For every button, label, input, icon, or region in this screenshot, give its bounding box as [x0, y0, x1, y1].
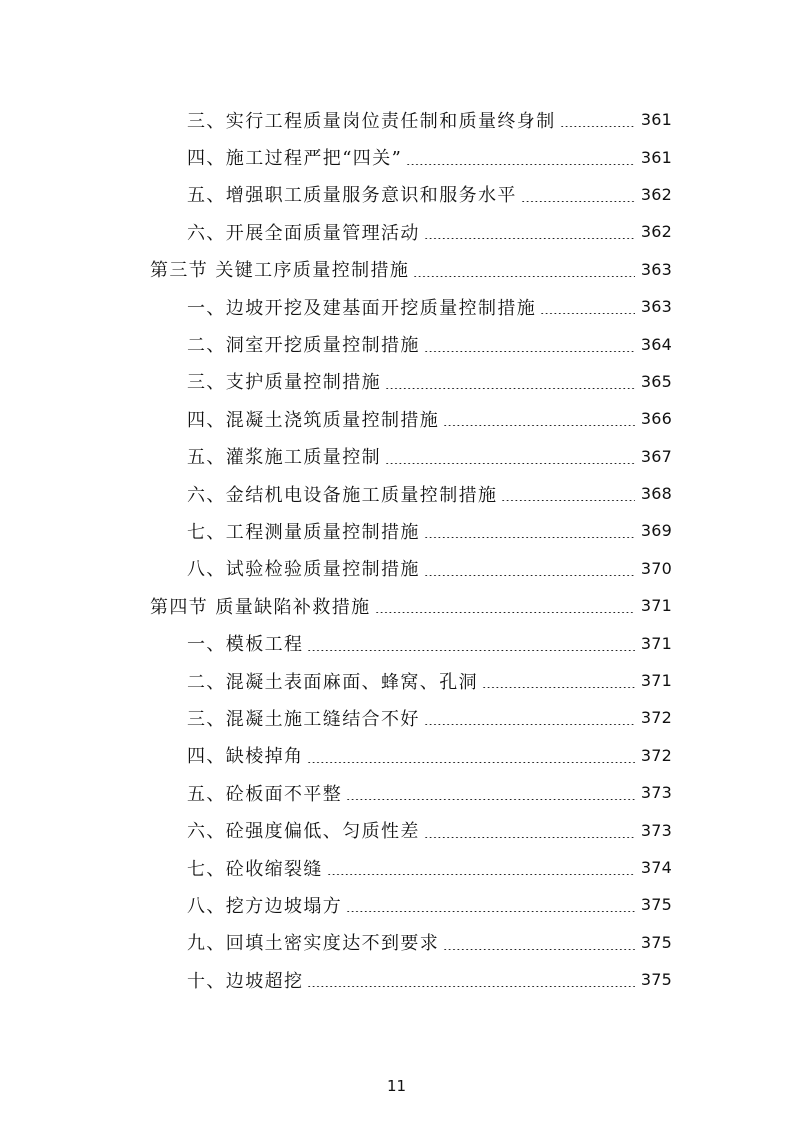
toc-entry-title: 五、灌浆施工质量控制 [187, 447, 381, 469]
toc-entry-title: 三、混凝土施工缝结合不好 [187, 708, 420, 730]
dot-leader [406, 164, 635, 165]
toc-entry-title: 三、实行工程质量岗位责任制和质量终身制 [187, 110, 556, 132]
dot-leader [443, 425, 635, 426]
dot-leader [443, 949, 635, 950]
toc-entry-title: 八、挖方边坡塌方 [187, 895, 343, 917]
dot-leader [424, 724, 635, 725]
toc-entry-title: 六、开展全面质量管理活动 [187, 222, 420, 244]
toc-entry-page: 367 [640, 446, 672, 466]
dot-leader [346, 911, 635, 912]
dot-leader [501, 500, 635, 501]
dot-leader [482, 687, 635, 688]
toc-entry-title: 第三节 关键工序质量控制措施 [150, 260, 410, 282]
toc-entry-title: 四、缺棱掉角 [187, 746, 304, 768]
toc-entry[interactable] [0, 438, 793, 475]
toc-entry-title: 六、金结机电设备施工质量控制措施 [187, 484, 498, 506]
toc-entry[interactable] [0, 213, 793, 250]
toc-entry-title: 五、增强职工质量服务意识和服务水平 [187, 185, 517, 207]
toc-entry[interactable] [0, 811, 793, 848]
toc-entry-title: 十、边坡超挖 [187, 970, 304, 992]
dot-leader [307, 762, 635, 763]
toc-entry[interactable] [0, 699, 793, 736]
toc-entry[interactable] [0, 363, 793, 400]
toc-entry-title: 三、支护质量控制措施 [187, 372, 381, 394]
dot-leader [385, 388, 635, 389]
toc-entry[interactable] [0, 849, 793, 886]
toc-entry-title: 第四节 质量缺陷补救措施 [150, 596, 371, 618]
toc-section-entry[interactable] [0, 251, 793, 288]
toc-entry-title: 二、混凝土表面麻面、蜂窝、孔洞 [187, 671, 478, 693]
toc-entry[interactable] [0, 400, 793, 437]
toc-entry-page: 372 [640, 708, 672, 728]
dot-leader [307, 986, 635, 987]
toc-entry[interactable] [0, 624, 793, 661]
toc-entry-page: 370 [640, 558, 672, 578]
toc-entry-title: 七、工程测量质量控制措施 [187, 521, 420, 543]
dot-leader [375, 612, 635, 613]
toc-entry-page: 371 [640, 671, 672, 691]
toc-entry-title: 四、混凝土浇筑质量控制措施 [187, 409, 440, 431]
toc-entry[interactable] [0, 774, 793, 811]
toc-entry-page: 368 [640, 484, 672, 504]
dot-leader [327, 874, 635, 875]
toc-entry[interactable] [0, 325, 793, 362]
toc-entry-title: 一、边坡开挖及建基面开挖质量控制措施 [187, 297, 537, 319]
toc-entry-title: 九、回填土密实度达不到要求 [187, 933, 440, 955]
toc-entry-page: 365 [640, 371, 672, 391]
dot-leader [413, 276, 635, 277]
dot-leader [307, 650, 635, 651]
toc-entry-page: 364 [640, 334, 672, 354]
toc-entry[interactable] [0, 512, 793, 549]
toc-entry[interactable] [0, 924, 793, 961]
toc-entry-page: 371 [640, 596, 672, 616]
dot-leader [540, 313, 635, 314]
dot-leader [424, 837, 635, 838]
toc-entry-page: 362 [640, 222, 672, 242]
toc-entry-page: 369 [640, 521, 672, 541]
toc-entry-page: 375 [640, 932, 672, 952]
toc-entry-title: 二、洞室开挖质量控制措施 [187, 335, 420, 357]
dot-leader [385, 463, 635, 464]
dot-leader [346, 799, 635, 800]
toc-entry-page: 371 [640, 633, 672, 653]
dot-leader [424, 537, 635, 538]
dot-leader [424, 575, 635, 576]
toc-entry-page: 373 [640, 783, 672, 803]
toc-entry-page: 363 [640, 259, 672, 279]
page-number: 11 [386, 1077, 407, 1095]
toc-entry[interactable] [0, 176, 793, 213]
toc-entry-title: 四、施工过程严把“四关” [187, 148, 403, 170]
toc-entry-title: 八、试验检验质量控制措施 [187, 559, 420, 581]
toc-entry-page: 366 [640, 409, 672, 429]
toc-entry[interactable] [0, 288, 793, 325]
toc-entry-title: 五、砼板面不平整 [187, 783, 343, 805]
toc-entry-page: 372 [640, 745, 672, 765]
toc-section-entry[interactable] [0, 587, 793, 624]
toc-entry[interactable] [0, 662, 793, 699]
toc-entry[interactable] [0, 101, 793, 138]
toc-entry[interactable] [0, 550, 793, 587]
toc-entry[interactable] [0, 138, 793, 175]
dot-leader [424, 238, 635, 239]
toc-entry-page: 373 [640, 820, 672, 840]
toc-entry-title: 七、砼收缩裂缝 [187, 858, 323, 880]
toc-entry-page: 375 [640, 895, 672, 915]
toc-entry-page: 362 [640, 184, 672, 204]
toc-entry-page: 363 [640, 297, 672, 317]
toc-entry[interactable] [0, 737, 793, 774]
dot-leader [560, 126, 635, 127]
toc-entry-title: 一、模板工程 [187, 634, 304, 656]
dot-leader [521, 201, 635, 202]
toc-entry-page: 361 [640, 110, 672, 130]
dot-leader [424, 351, 635, 352]
toc-entry[interactable] [0, 961, 793, 998]
table-of-contents [0, 101, 793, 998]
toc-entry-title: 六、砼强度偏低、匀质性差 [187, 821, 420, 843]
toc-entry[interactable] [0, 886, 793, 923]
toc-entry-page: 375 [640, 970, 672, 990]
toc-entry-page: 374 [640, 858, 672, 877]
toc-entry-page: 361 [640, 147, 672, 167]
toc-entry[interactable] [0, 475, 793, 512]
